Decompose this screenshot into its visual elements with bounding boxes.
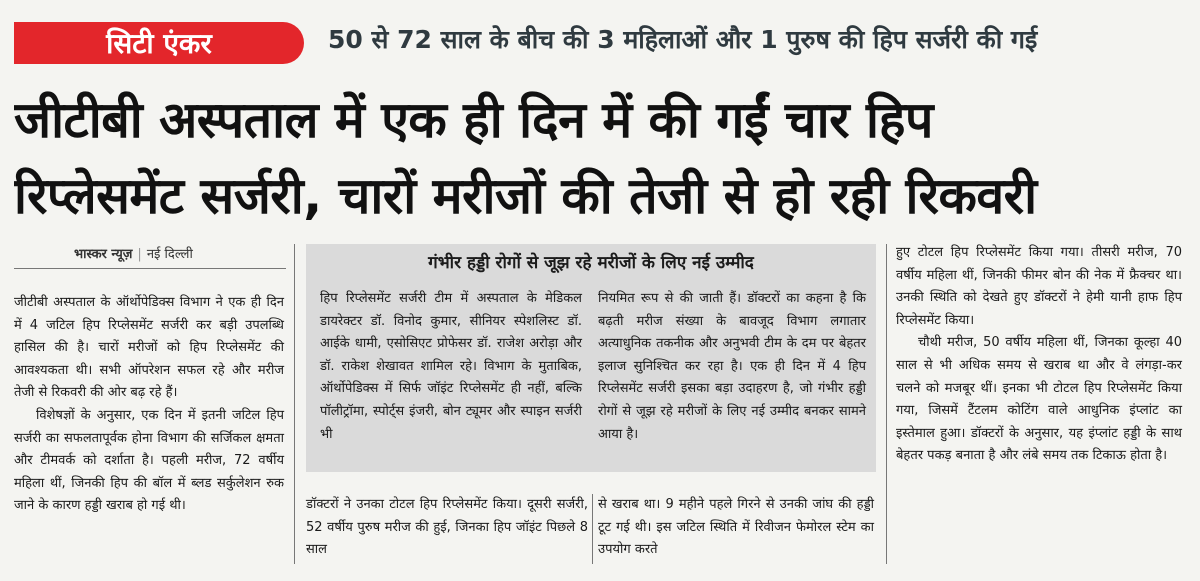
box-column-right: [598, 288, 866, 446]
box-right-text: नियमित रूप से की जाती हैं। डॉक्टरों का कहना है कि बढ़ती मरीज संख्या के बावजूद विभाग लगातार अत्याधुनिक तकनीक और अनुभवी टीम के दम पर बेहतर इलाज सुनिश्चित कर रहा है। एक ही दिन में 4 हिप रिप्लेसमेंट सर्जरी इसका बड़ा उदाहरण है, जो गंभीर हड्डी रोगों से जूझ रहे मरीजों के लिए नई उम्मीद बनकर सामने आया है।: [598, 291, 866, 442]
column-1-paragraph-2: विशेषज्ञों के अनुसार, एक दिन में इतनी जटिल हिप सर्जरी का सफलतापूर्वक होना विभाग की सर्जिकल क्षमता और टीमवर्क को दर्शाता है। पहली मरीज, 72 वर्षीय महिला थीं, जिनकी हिप की बॉल में ब्लड सर्कुलेशन रुक जाने के कारण हड्डी खराब हो गई थी।: [14, 407, 284, 514]
kicker-line: 50 से 72 साल के बीच की 3 महिलाओं और 1 पुरुष की हिप सर्जरी की गई: [328, 25, 1038, 54]
byline-source: भास्कर न्यूज़: [74, 247, 133, 262]
header-strip: [0, 0, 1200, 72]
section-tag: सिटी एंकर: [14, 22, 304, 64]
column-4-paragraph-2: चौथी मरीज, 50 वर्षीय महिला थीं, जिनका कूल्हा 40 साल से भी अधिक समय से खराब था और वे लंगड़ा-कर चलने को मजबूर थीं। इनका भी टोटल हिप रिप्लेसमेंट किया गया, जिसमें टैंटलम कोटिंग वाले आधुनिक इंप्लांट का इस्तेमाल हुआ। डॉक्टरों के अनुसार, यह इंप्लांट हड्डी के साथ बेहतर पकड़ बनाता है और लंबे समय तक टिकाऊ होता है।: [896, 335, 1182, 464]
column-rule-1: [294, 244, 295, 564]
column-4: [896, 242, 1182, 468]
box-left-text: हिप रिप्लेसमेंट सर्जरी टीम में अस्पताल के मेडिकल डायरेक्टर डॉ. विनोद कुमार, सीनियर स्पेशलिस्ट डॉ. आईके धामी, एसोसिएट प्रोफेसर डॉ. राजेश अरोड़ा और डॉ. राकेश शेखावत शामिल रहे। विभाग के मुताबिक, ऑर्थोपेडिक्स में सिर्फ जॉइंट रिप्लेसमेंट ही नहीं, बल्कि पॉलीट्रॉमा, स्पोर्ट्स इंजरी, बोन ट्यूमर और स्पाइन सर्जरी भी: [320, 291, 582, 442]
box-title: गंभीर हड्डी रोगों से जूझ रहे मरीजों के लिए नई उम्मीद: [428, 253, 754, 273]
column-4-paragraph-1: हुए टोटल हिप रिप्लेसमेंट किया गया। तीसरी मरीज, 70 वर्षीय महिला थीं, जिनकी फीमर बोन की नेक में फ्रैक्चर था। उनकी स्थिति को देखते हुए डॉक्टरों ने हेमी यानी हाफ हिप रिप्लेसमेंट किया।: [896, 245, 1182, 328]
byline-rule: [14, 268, 286, 269]
column-2-bottom-text: डॉक्टरों ने उनका टोटल हिप रिप्लेसमेंट किया। दूसरी सर्जरी, 52 वर्षीय पुरुष मरीज की हुई, जिनका हिप जॉइंट पिछले 8 साल: [306, 497, 588, 558]
column-rule-3: [886, 244, 887, 564]
column-rule-2: [592, 494, 593, 564]
box-column-left: [320, 288, 582, 446]
headline-line-1: जीटीबी अस्पताल में एक ही दिन में की गईं चार हिप: [14, 91, 933, 149]
column-1-paragraph-1: जीटीबी अस्पताल के ऑर्थोपेडिक्स विभाग ने एक ही दिन में 4 जटिल हिप रिप्लेसमेंट सर्जरी कर बड़ी उपलब्धि हासिल की है। चारों मरीजों को हिप रिप्लेसमेंट की आवश्यकता थी। सभी ऑपरेशन सफल रहे और मरीज तेजी से रिकवरी की ओर बढ़ रहे हैं।: [14, 295, 284, 401]
headline-line-2: रिप्लेसमेंट सर्जरी, चारों मरीजों की तेजी से हो रही रिकवरी: [14, 167, 1037, 225]
column-3-bottom: [598, 494, 874, 562]
headline: [14, 82, 1190, 240]
byline-separator: |: [137, 247, 142, 262]
column-3-bottom-text: से खराब था। 9 महीने पहले गिरने से उनकी जांघ की हड्डी टूट गई थी। इस जटिल स्थिति में रिवीजन फेमोरल स्टेम का उपयोग करते: [598, 497, 874, 558]
column-2-bottom: [306, 494, 588, 562]
column-1: [14, 292, 284, 518]
byline-place: नई दिल्ली: [146, 247, 193, 262]
byline: [74, 244, 193, 262]
